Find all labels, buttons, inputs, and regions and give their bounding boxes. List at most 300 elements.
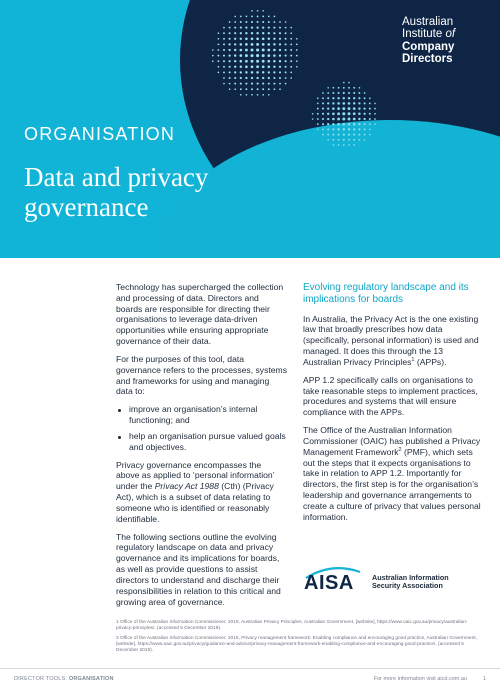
pattern-dot xyxy=(342,123,345,126)
pattern-dot xyxy=(337,118,340,121)
pattern-dot xyxy=(267,54,270,57)
pattern-dot xyxy=(240,88,242,90)
pattern-dot xyxy=(332,134,334,136)
pattern-dot xyxy=(358,107,360,109)
pattern-dot xyxy=(234,27,236,29)
pattern-dot xyxy=(343,97,345,99)
pattern-dot xyxy=(229,66,231,68)
pattern-dot xyxy=(273,71,275,73)
pattern-dot xyxy=(257,88,259,90)
pattern-dot xyxy=(250,54,253,57)
pattern-dot xyxy=(363,118,365,120)
pattern-dot xyxy=(296,38,298,40)
pattern-dot xyxy=(338,144,340,146)
pattern-dot xyxy=(234,66,236,68)
pattern-dot xyxy=(296,44,298,46)
dot-pattern-large xyxy=(210,8,302,100)
pattern-dot xyxy=(353,92,355,94)
pattern-dot xyxy=(218,72,220,74)
text-run: In Australia, the Privacy Act is the one existing law that broadly prescribes how data (specifically, personal information) is used and managed. It does this through the 13 Australian Privacy Principles xyxy=(303,313,479,367)
pattern-dot xyxy=(223,66,225,68)
pattern-dot xyxy=(273,77,275,79)
pattern-dot xyxy=(223,38,225,40)
pattern-dot xyxy=(348,112,351,115)
hero-banner xyxy=(0,0,500,258)
text-run: (PMF), which sets out the steps that it expects organisations to take in relation to APP 1.2. Importantly for directors, the first step is for the organisation’s leadership and governance arrangements to create a culture of privacy that values personal information. xyxy=(303,446,481,522)
pattern-dot xyxy=(217,49,219,51)
pattern-dot xyxy=(251,83,253,85)
pattern-dot xyxy=(290,49,292,51)
page-title: Data and privacy governance xyxy=(24,162,209,222)
pattern-dot xyxy=(251,49,254,52)
pattern-dot xyxy=(364,108,366,110)
pattern-dot xyxy=(268,88,270,90)
pattern-dot xyxy=(229,60,231,62)
pattern-dot xyxy=(285,60,287,62)
pattern-dot xyxy=(348,139,350,141)
pattern-dot xyxy=(358,92,360,94)
pattern-dot xyxy=(364,102,366,104)
pattern-dot xyxy=(245,49,248,52)
pattern-dot xyxy=(245,88,247,90)
pattern-dot xyxy=(256,37,259,40)
pattern-dot xyxy=(229,21,231,23)
pattern-dot xyxy=(240,38,242,40)
pattern-dot xyxy=(245,71,247,73)
pattern-dot xyxy=(262,94,264,96)
left-column xyxy=(116,282,287,614)
pattern-dot xyxy=(338,134,340,136)
aisa-name-line: Australian Information xyxy=(372,573,449,582)
pattern-dot xyxy=(343,87,345,89)
pattern-dot xyxy=(223,77,225,79)
pattern-dot xyxy=(218,60,220,62)
pattern-dot xyxy=(251,43,254,46)
pattern-dot xyxy=(268,71,270,73)
section-eyebrow: ORGANISATION xyxy=(24,124,176,144)
pattern-dot xyxy=(285,66,287,68)
pattern-dot xyxy=(240,83,242,85)
pattern-dot xyxy=(257,15,259,17)
pattern-dot xyxy=(267,43,270,46)
pattern-dot xyxy=(338,87,340,89)
pattern-dot xyxy=(369,97,371,99)
pattern-dot xyxy=(337,102,340,105)
pattern-dot xyxy=(256,54,259,57)
paragraph xyxy=(303,425,481,522)
logo-line: Company xyxy=(402,40,455,53)
pattern-dot xyxy=(317,118,319,120)
pattern-dot xyxy=(262,83,264,85)
pattern-dot xyxy=(245,38,248,41)
aisa-mark: AISA xyxy=(304,572,354,594)
pattern-dot xyxy=(267,60,270,63)
pattern-dot xyxy=(239,54,242,57)
pattern-dot xyxy=(322,108,324,110)
pattern-dot xyxy=(240,21,242,23)
pattern-dot xyxy=(257,83,259,85)
pattern-dot xyxy=(296,49,298,51)
pattern-dot xyxy=(279,60,281,62)
pattern-dot xyxy=(369,123,371,125)
pattern-dot xyxy=(342,107,345,110)
pattern-dot xyxy=(296,55,298,57)
pattern-dot xyxy=(358,102,360,104)
pattern-dot xyxy=(223,43,225,45)
pattern-dot xyxy=(229,88,231,90)
pattern-dot xyxy=(240,32,242,34)
pattern-dot xyxy=(245,43,248,46)
dot-pattern-small xyxy=(310,80,380,150)
pattern-dot xyxy=(273,49,276,52)
pattern-dot xyxy=(268,83,270,85)
pattern-dot xyxy=(251,15,253,17)
pattern-dot xyxy=(333,87,335,89)
pattern-dot xyxy=(229,83,231,85)
pattern-dot xyxy=(228,54,230,56)
pattern-dot xyxy=(353,134,355,136)
pattern-dot xyxy=(374,123,376,125)
paragraph xyxy=(303,314,481,368)
pattern-dot xyxy=(240,27,242,29)
pattern-dot xyxy=(229,32,231,34)
pattern-dot xyxy=(290,32,292,34)
pattern-dot xyxy=(257,21,259,23)
pattern-dot xyxy=(348,97,350,99)
pattern-dot xyxy=(245,54,248,57)
aisa-logo xyxy=(304,572,484,600)
pattern-dot xyxy=(290,27,292,29)
pattern-dot xyxy=(279,77,281,79)
pattern-dot xyxy=(212,55,214,57)
pattern-dot xyxy=(273,43,275,45)
aisa-name xyxy=(372,574,449,591)
pattern-dot xyxy=(251,21,253,23)
pattern-dot xyxy=(256,77,258,79)
pattern-dot xyxy=(353,112,356,115)
pattern-dot xyxy=(353,107,356,110)
pattern-dot xyxy=(234,88,236,90)
pattern-dot xyxy=(245,77,247,79)
pattern-dot xyxy=(262,43,265,46)
pattern-dot xyxy=(337,123,340,126)
pattern-dot xyxy=(251,26,253,28)
pattern-dot xyxy=(268,94,270,96)
pattern-dot xyxy=(251,37,254,40)
footnote: 2 Office of the Australian Information Commissioner, 2015, Privacy management framework: Enabling compliance and encouraging good practice, Australian Government, [website], https://www.oaic.gov.au/privacy/guidance-and-advice/privacy-management-framework-enabling-compliance-and-encouraging-good-practice/, (accessed 5 December 2019). xyxy=(116,635,477,653)
bullet-list xyxy=(116,404,287,452)
pattern-dot xyxy=(268,32,270,34)
pattern-dot xyxy=(251,77,253,79)
pattern-dot xyxy=(285,38,287,40)
pattern-dot xyxy=(279,66,281,68)
pattern-dot xyxy=(332,123,334,125)
pattern-dot xyxy=(322,113,324,115)
pattern-dot xyxy=(285,27,287,29)
pattern-dot xyxy=(223,83,225,85)
pattern-dot xyxy=(251,32,253,34)
pattern-dot xyxy=(290,55,292,57)
pattern-dot xyxy=(322,92,324,94)
pattern-dot xyxy=(343,92,345,94)
pattern-dot xyxy=(240,66,242,68)
pattern-dot xyxy=(273,54,276,57)
pattern-dot xyxy=(256,71,259,74)
pattern-dot xyxy=(317,103,319,105)
pattern-dot xyxy=(374,113,376,115)
pattern-dot xyxy=(285,71,287,73)
pattern-dot xyxy=(322,134,324,136)
pattern-dot xyxy=(337,128,339,130)
pattern-dot xyxy=(322,123,324,125)
pattern-dot xyxy=(369,129,371,131)
section-heading: Evolving regulatory landscape and its implications for boards xyxy=(303,282,469,305)
aicd-logo xyxy=(402,16,488,66)
pattern-dot xyxy=(358,123,360,125)
pattern-dot xyxy=(218,66,220,68)
pattern-dot xyxy=(348,128,350,130)
pattern-dot xyxy=(217,55,219,57)
pattern-dot xyxy=(262,32,264,34)
pattern-dot xyxy=(353,128,355,130)
pattern-dot xyxy=(317,97,319,99)
pattern-dot xyxy=(279,49,281,51)
pattern-dot xyxy=(223,49,225,51)
logo-line: Directors xyxy=(402,53,453,66)
pattern-dot xyxy=(348,144,350,146)
pattern-dot xyxy=(234,43,236,45)
pattern-dot xyxy=(290,66,292,68)
pattern-dot xyxy=(245,32,247,34)
paragraph: For the purposes of this tool, data governance refers to the processes, systems and frameworks for using and managing data to: xyxy=(116,353,287,397)
paragraph: The following sections outline the evolving regulatory landscape on data and privacy governance and its implications for boards, as well as provide questions to assist directors to understand and discharge their responsibilities in relation to this critical and growing area of governance. xyxy=(116,531,281,607)
pattern-dot xyxy=(343,133,345,135)
pattern-dot xyxy=(279,83,281,85)
pattern-dot xyxy=(332,97,334,99)
pattern-dot xyxy=(348,102,351,105)
pattern-dot xyxy=(257,10,259,12)
pattern-dot xyxy=(268,66,271,69)
pattern-dot xyxy=(262,38,265,41)
pattern-dot xyxy=(279,21,281,23)
pattern-dot xyxy=(267,49,270,52)
pattern-dot xyxy=(228,49,230,51)
pattern-dot xyxy=(218,32,220,34)
pattern-dot xyxy=(212,49,214,51)
pattern-dot xyxy=(317,123,319,125)
pattern-dot xyxy=(296,60,298,62)
pattern-dot xyxy=(251,94,253,96)
pattern-dot xyxy=(358,113,361,116)
pattern-dot xyxy=(290,43,292,45)
pattern-dot xyxy=(343,128,346,131)
pattern-dot xyxy=(358,134,360,136)
pattern-dot xyxy=(353,139,355,141)
pattern-dot xyxy=(338,139,340,141)
logo-line: Australian xyxy=(402,16,454,28)
pattern-dot xyxy=(327,118,329,120)
pattern-dot xyxy=(251,65,254,68)
pattern-dot xyxy=(262,10,264,12)
pattern-dot xyxy=(234,60,236,62)
pattern-dot xyxy=(312,118,314,120)
pattern-dot xyxy=(240,77,242,79)
pattern-dot xyxy=(273,32,275,34)
pattern-dot xyxy=(245,83,247,85)
text-run: (Cth) (Privacy Act), which is a subset of data relating to someone who is identified or reasonably identifiable. xyxy=(116,481,274,524)
footer-more-info-link[interactable]: For more information visit aicd.com.au xyxy=(373,676,467,682)
footer-section-label xyxy=(14,676,114,682)
pattern-dot xyxy=(348,92,350,94)
pattern-dot xyxy=(273,66,275,68)
pattern-dot xyxy=(279,32,281,34)
pattern-dot xyxy=(229,77,231,79)
page-number: 1 xyxy=(482,676,486,682)
pattern-dot xyxy=(285,49,287,51)
pattern-dot xyxy=(363,113,365,115)
pattern-dot xyxy=(279,27,281,29)
pattern-dot xyxy=(322,118,324,120)
pattern-dot xyxy=(337,112,340,115)
pattern-dot xyxy=(223,32,225,34)
pattern-dot xyxy=(251,71,254,74)
pattern-dot xyxy=(337,107,340,110)
pattern-dot xyxy=(240,71,242,73)
paragraph: APP 1.2 specifically calls on organisations to take reasonable steps to implement practices, procedures and systems that will ensure compliance with the APPs. xyxy=(303,374,478,418)
pattern-dot xyxy=(374,108,376,110)
pattern-dot xyxy=(343,144,345,146)
pattern-dot xyxy=(279,54,281,56)
pattern-dot xyxy=(327,92,329,94)
pattern-dot xyxy=(212,60,214,62)
pattern-dot xyxy=(256,43,259,46)
pattern-dot xyxy=(348,82,350,84)
pattern-dot xyxy=(223,60,225,62)
pattern-dot xyxy=(369,108,371,110)
pattern-dot xyxy=(317,113,319,115)
pattern-dot xyxy=(246,94,248,96)
pattern-dot xyxy=(327,87,329,89)
pattern-dot xyxy=(262,16,264,18)
pattern-dot xyxy=(285,21,287,23)
pattern-dot xyxy=(358,128,360,130)
pattern-dot xyxy=(268,27,270,29)
pattern-dot xyxy=(279,88,281,90)
pattern-dot xyxy=(229,38,231,40)
pattern-dot xyxy=(296,66,298,68)
pattern-dot xyxy=(246,16,248,18)
pattern-dot xyxy=(343,82,345,84)
pattern-dot xyxy=(353,118,356,121)
pattern-dot xyxy=(290,38,292,40)
pattern-dot xyxy=(322,128,324,130)
pattern-dot xyxy=(317,108,319,110)
pattern-dot xyxy=(240,94,242,96)
logo-line xyxy=(402,28,488,40)
pattern-dot xyxy=(256,48,259,51)
pattern-dot xyxy=(234,71,236,73)
pattern-dot xyxy=(229,43,231,45)
pattern-dot xyxy=(332,92,334,94)
text-run: Privacy governance encompasses the above as applied to ‘personal information’ under the xyxy=(116,459,275,492)
pattern-dot xyxy=(234,21,236,23)
pattern-dot xyxy=(234,77,236,79)
pattern-dot xyxy=(262,77,264,79)
pattern-dot xyxy=(322,97,324,99)
pattern-dot xyxy=(369,134,371,136)
pattern-dot xyxy=(327,128,329,130)
pattern-dot xyxy=(240,60,243,63)
pattern-dot xyxy=(353,87,355,89)
pattern-dot xyxy=(262,27,264,29)
pattern-dot xyxy=(245,27,247,29)
footnote-ref: 2 xyxy=(398,446,402,453)
pattern-dot xyxy=(290,60,292,62)
paragraph: Technology has supercharged the collection and processing of data. Directors and boards are responsible for directing their organisations to leverage data-driven opportunities while ensuring appropriate governance of their data. xyxy=(116,282,284,347)
footer-text: DIRECTOR TOOLS: xyxy=(14,676,69,682)
pattern-dot xyxy=(374,118,376,120)
pattern-dot xyxy=(273,38,275,40)
pattern-dot xyxy=(251,60,254,63)
pattern-dot xyxy=(273,27,275,29)
pattern-dot xyxy=(290,72,292,74)
pattern-dot xyxy=(359,139,361,141)
pattern-dot xyxy=(268,21,270,23)
page-footer xyxy=(0,668,500,686)
pattern-dot xyxy=(285,32,287,34)
pattern-dot xyxy=(234,49,236,51)
logo-word: Institute xyxy=(402,28,446,41)
pattern-dot xyxy=(353,97,355,99)
pattern-dot xyxy=(229,27,231,29)
pattern-dot xyxy=(374,103,376,105)
pattern-dot xyxy=(279,43,281,45)
pattern-dot xyxy=(240,43,243,46)
pattern-dot xyxy=(342,102,345,105)
pattern-dot xyxy=(256,26,258,28)
pattern-dot xyxy=(234,16,236,18)
pattern-dot xyxy=(279,71,281,73)
pattern-dot xyxy=(369,118,371,120)
pattern-dot xyxy=(234,83,236,85)
pattern-dot xyxy=(245,65,248,68)
pattern-dot xyxy=(285,77,287,79)
pattern-dot xyxy=(268,77,270,79)
pattern-dot xyxy=(333,144,335,146)
pattern-dot xyxy=(338,92,340,94)
pattern-dot xyxy=(285,43,287,45)
pattern-dot xyxy=(364,139,366,141)
pattern-dot xyxy=(369,102,371,104)
pattern-dot xyxy=(348,107,351,110)
pattern-dot xyxy=(342,112,345,115)
pattern-dot xyxy=(332,107,335,110)
pattern-dot xyxy=(262,49,265,52)
pattern-dot xyxy=(273,21,275,23)
pattern-dot xyxy=(218,38,220,40)
pattern-dot xyxy=(256,65,259,68)
pattern-dot xyxy=(332,139,334,141)
pattern-dot xyxy=(327,107,329,109)
pattern-dot xyxy=(312,113,314,115)
aisa-name-line: Security Association xyxy=(372,581,443,591)
logo-word: of xyxy=(445,28,456,41)
pattern-dot xyxy=(342,118,345,121)
pattern-dot xyxy=(268,38,270,40)
pattern-dot xyxy=(364,92,366,94)
pattern-dot xyxy=(353,144,355,146)
right-column xyxy=(303,282,481,530)
